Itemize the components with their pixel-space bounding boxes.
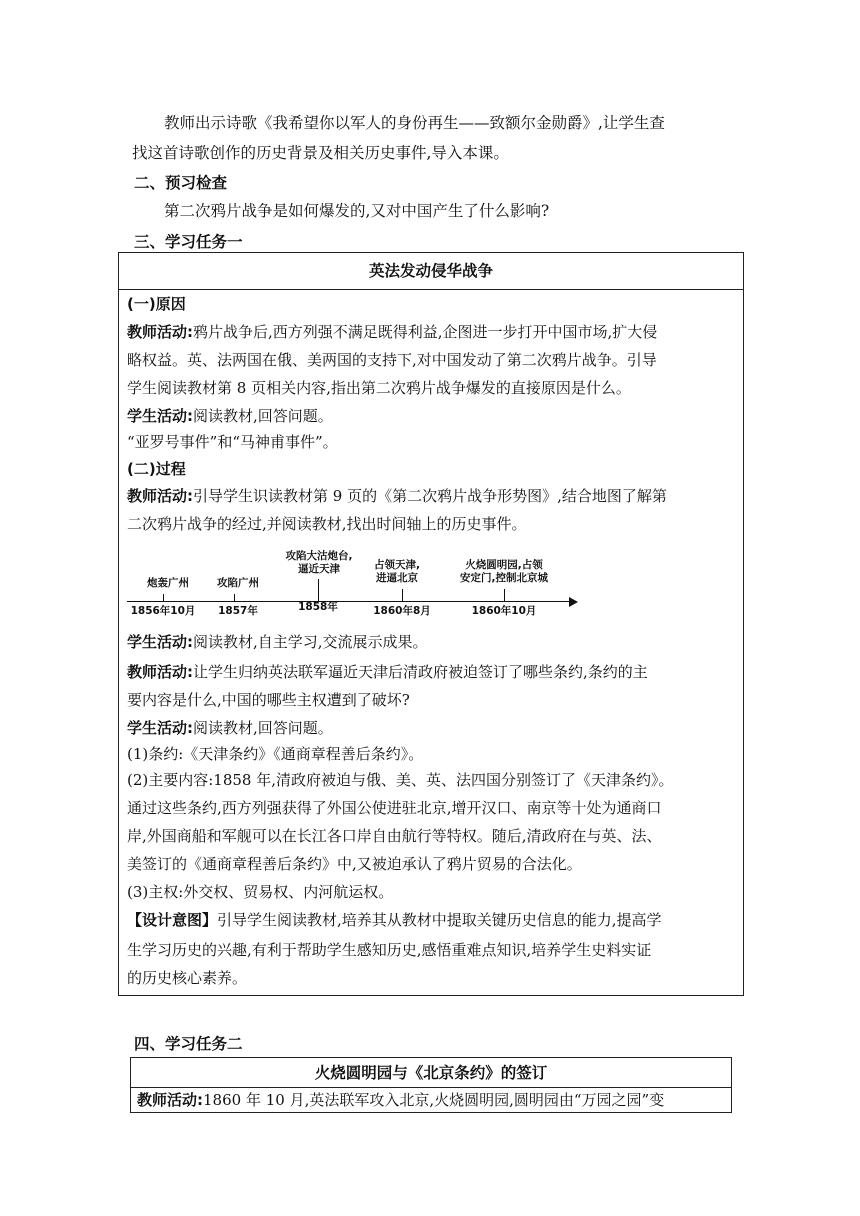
intro-line-2: 找这首诗歌创作的历史背景及相关历史事件,导入本课。 — [132, 144, 509, 162]
student-activity-3: 学生活动:阅读教材,回答问题。 — [127, 719, 333, 737]
timeline-arrowhead — [569, 597, 578, 607]
timeline-event-4: 占领天津, 进逼北京 — [374, 559, 420, 584]
timeline-tick-5 — [504, 589, 505, 601]
answer-content-line-4: 美签订的《通商章程善后条约》中,又被迫承认了鸦片贸易的合法化。 — [127, 855, 582, 873]
timeline-tick-3 — [318, 579, 319, 601]
task-1-title-divider — [119, 289, 743, 290]
answer-content-line-1: (2)主要内容:1858 年,清政府被迫与俄、美、英、法四国分别签订了《天津条约》。 — [127, 771, 674, 789]
timeline-date-3: 1858年 — [298, 601, 338, 613]
design-intent-label: 【设计意图】 — [127, 911, 218, 929]
task-2-box-title: 火烧圆明园与《北京条约》的签订 — [314, 1064, 548, 1082]
teacher-activity-1-line-2: 略权益。英、法两国在俄、美两国的支持下,对中国发动了第二次鸦片战争。引导 — [127, 351, 657, 369]
student-activity-label: 学生活动: — [127, 633, 193, 651]
preview-question: 第二次鸦片战争是如何爆发的,又对中国产生了什么影响? — [164, 202, 550, 220]
answer-treaties: (1)条约:《天津条约》《通商章程善后条约》。 — [127, 745, 424, 763]
teacher-activity-label: 教师活动: — [137, 1091, 203, 1109]
timeline-date-2: 1857年 — [218, 605, 258, 617]
answer-sovereignty: (3)主权:外交权、贸易权、内河航运权。 — [127, 883, 394, 901]
student-activity-label: 学生活动: — [127, 407, 193, 425]
subheading-process: (二)过程 — [127, 460, 186, 478]
timeline-tick-4 — [402, 589, 403, 601]
timeline-event-3: 攻陷大沽炮台, 逼近天津 — [285, 550, 353, 575]
timeline-date-5: 1860年10月 — [471, 605, 537, 617]
student-activity-1: 学生活动:阅读教材,回答问题。 — [127, 407, 333, 425]
answer-content-line-2: 通过这些条约,西方列强获得了外国公使进驻北京,增开汉口、南京等十处为通商口 — [127, 799, 662, 817]
teacher-activity-label: 教师活动: — [127, 323, 193, 341]
teacher-activity-3-line-2: 要内容是什么,中国的哪些主权遭到了破坏? — [127, 691, 410, 709]
timeline-event-2: 攻陷广州 — [217, 577, 259, 589]
teacher-activity-1-line-1: 教师活动:鸦片战争后,西方列强不满足既得利益,企图进一步打开中国市场,扩大侵 — [127, 323, 658, 341]
teacher-activity-2-line-2: 二次鸦片战争的经过,并阅读教材,找出时间轴上的历史事件。 — [127, 515, 527, 533]
intro-line-1: 教师出示诗歌《我希望你以军人的身份再生——致额尔金勋爵》,让学生查 — [164, 114, 665, 132]
student-activity-label: 学生活动: — [127, 719, 193, 737]
timeline-event-1: 炮轰广州 — [147, 577, 189, 589]
timeline-date-4: 1860年8月 — [373, 605, 431, 617]
subheading-causes: (一)原因 — [127, 295, 186, 313]
answer-content-line-3: 岸,外国商船和军舰可以在长江各口岸自由航行等特权。随后,清政府在与英、法、 — [127, 827, 662, 845]
timeline-date-1: 1856年10月 — [130, 605, 196, 617]
teacher-activity-2-line-1: 教师活动:引导学生识读教材第 9 页的《第二次鸦片战争形势图》,结合地图了解第 — [127, 487, 667, 505]
student-answer-1: “亚罗号事件”和“马神甫事件”。 — [127, 433, 338, 451]
task-2-box — [130, 1057, 732, 1113]
teacher-activity-label: 教师活动: — [127, 663, 193, 681]
task-1-box — [118, 252, 744, 996]
design-intent-line-1: 【设计意图】引导学生阅读教材,培养其从教材中提取关键历史信息的能力,提高学 — [127, 911, 662, 929]
task-1-box-title: 英法发动侵华战争 — [368, 262, 493, 280]
design-intent-line-3: 的历史核心素养。 — [127, 969, 248, 987]
teacher-activity-label: 教师活动: — [127, 487, 193, 505]
section-heading-preview: 二、预习检查 — [134, 174, 228, 192]
timeline-event-5: 火烧圆明园,占领 安定门,控制北京城 — [460, 559, 548, 584]
timeline-tick-1 — [163, 594, 164, 601]
section-heading-task-1: 三、学习任务一 — [134, 233, 243, 251]
section-heading-task-2: 四、学习任务二 — [134, 1035, 243, 1053]
teacher-activity-3-line-1: 教师活动:让学生归纳英法联军逼近天津后清政府被迫签订了哪些条约,条约的主 — [127, 663, 648, 681]
design-intent-line-2: 生学习历史的兴趣,有利于帮助学生感知历史,感悟重难点知识,培养学生史料实证 — [127, 941, 652, 959]
timeline-tick-2 — [234, 594, 235, 601]
timeline — [119, 539, 743, 625]
teacher-activity-1-line-3: 学生阅读教材第 8 页相关内容,指出第二次鸦片战争爆发的直接原因是什么。 — [127, 379, 631, 397]
task-2-teacher-activity-line-1: 教师活动:1860 年 10 月,英法联军攻入北京,火烧圆明园,圆明园由“万园之园”变 — [137, 1091, 665, 1109]
student-activity-2: 学生活动:阅读教材,自主学习,交流展示成果。 — [127, 633, 428, 651]
